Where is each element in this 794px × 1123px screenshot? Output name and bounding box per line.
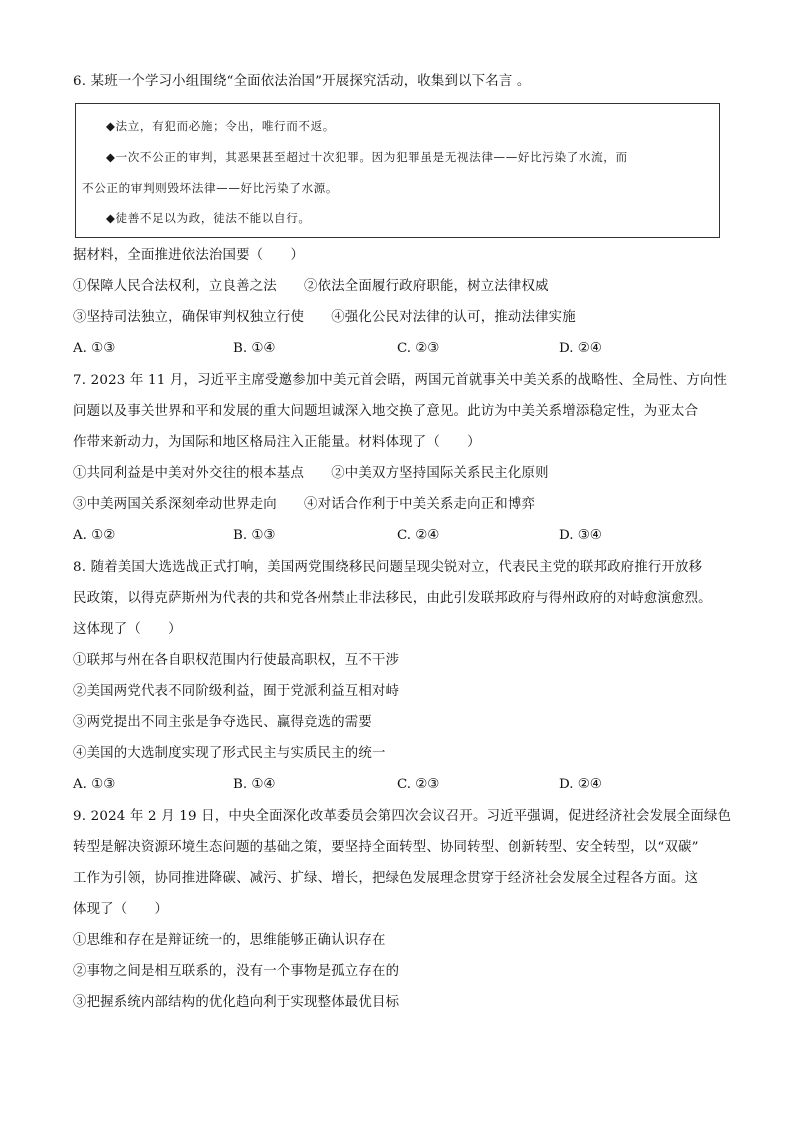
quote-1: ◆法立，有犯而必施；令出，唯行而不返。 [106,119,336,133]
q8-item-4: ④美国的大选制度实现了形式民主与实质民主的统一 [73,746,386,761]
q8-stem-2: 民政策，以得克萨斯州为代表的共和党各州禁止非法移民，由此引发联邦政府与得州政府的对峙愈演愈烈。 [73,591,712,606]
q6-option-d: D. ②④ [559,341,602,356]
q8-item-1: ①联邦与州在各自职权范围内行使最高职权，互不干涉 [73,653,400,668]
q8-item-3: ③两党提出不同主张是争夺选民、赢得竞选的需要 [73,715,372,730]
q8-option-c: C. ②③ [397,777,440,792]
q7-stem-2: 问题以及事关世界和平和发展的重大问题坦诚深入地交换了意见。此访为中美关系增添稳定性，为亚太合 [73,404,699,419]
q8-option-d: D. ②④ [559,777,602,792]
q6-option-c: C. ②③ [397,341,440,356]
q7-option-c: C. ②④ [397,528,440,543]
q8-item-2: ②美国两党代表不同阶级利益，囿于党派利益互相对峙 [73,684,400,699]
q6-stem: 6. 某班一个学习小组围绕“全面依法治国”开展探究活动，收集到以下名言 。 [73,74,531,89]
q7-items-2: ③中美两国关系深刻牵动世界走向 ④对话合作利于中美关系走向正和博弈 [73,497,536,512]
q6-option-a: A. ①③ [73,341,116,356]
q7-items-1: ①共同利益是中美对外交往的根本基点 ②中美双方坚持国际关系民主化原则 [73,466,549,481]
q6-items-1: ①保障人民合法权利，立良善之法 ②依法全面履行政府职能，树立法律权威 [73,279,549,294]
q9-stem-3: 工作为引领，协同推进降碳、减污、扩绿、增长，把绿色发展理念贯穿于经济社会发展全过程各方面。这 [73,871,699,886]
q6-items-2: ③坚持司法独立，确保审判权独立行使 ④强化公民对法律的认可，推动法律实施 [73,310,576,325]
quote-3: ◆徒善不足以为政，徒法不能以自行。 [106,211,311,225]
q7-option-a: A. ①② [73,528,116,543]
q7-option-b: B. ①③ [233,528,276,543]
quote-2-cont: 不公正的审判则毁坏法律——好比污染了水源。 [82,181,339,195]
quote-box [75,103,720,238]
q6-ask: 据材料，全面推进依法治国要（ ） [73,248,305,263]
quote-2: ◆一次不公正的审判，其恶果甚至超过十次犯罪。因为犯罪虽是无视法律——好比污染了水流，而 [106,150,628,164]
q8-option-a: A. ①③ [73,777,116,792]
q9-stem-4: 体现了（ ） [73,902,169,917]
q6-option-b: B. ①④ [233,341,276,356]
q9-stem-1: 9. 2024 年 2 月 19 日，中央全面深化改革委员会第四次会议召开。习近平强调，促进经济社会发展全面绿色 [73,809,732,824]
q8-stem-3: 这体现了（ ） [73,622,182,637]
q9-item-2: ②事物之间是相互联系的，没有一个事物是孤立存在的 [73,964,400,979]
q8-stem-1: 8. 随着美国大选选战正式打响，美国两党围绕移民问题呈现尖锐对立，代表民主党的联邦政府推行开放移 [73,560,703,575]
q8-option-b: B. ①④ [233,777,276,792]
q9-item-3: ③把握系统内部结构的优化趋向利于实现整体最优目标 [73,995,400,1010]
q9-item-1: ①思维和存在是辩证统一的，思维能够正确认识存在 [73,933,386,948]
q7-option-d: D. ③④ [559,528,602,543]
q7-stem-3: 作带来新动力，为国际和地区格局注入正能量。材料体现了（ ） [73,435,481,450]
q7-stem-1: 7. 2023 年 11 月，习近平主席受邀参加中美元首会晤，两国元首就事关中美关系的战略性、全局性、方向性 [73,373,728,388]
q9-stem-2: 转型是解决资源环境生态问题的基础之策，要坚持全面转型、协同转型、创新转型、安全转型，以“双碳” [73,840,699,855]
